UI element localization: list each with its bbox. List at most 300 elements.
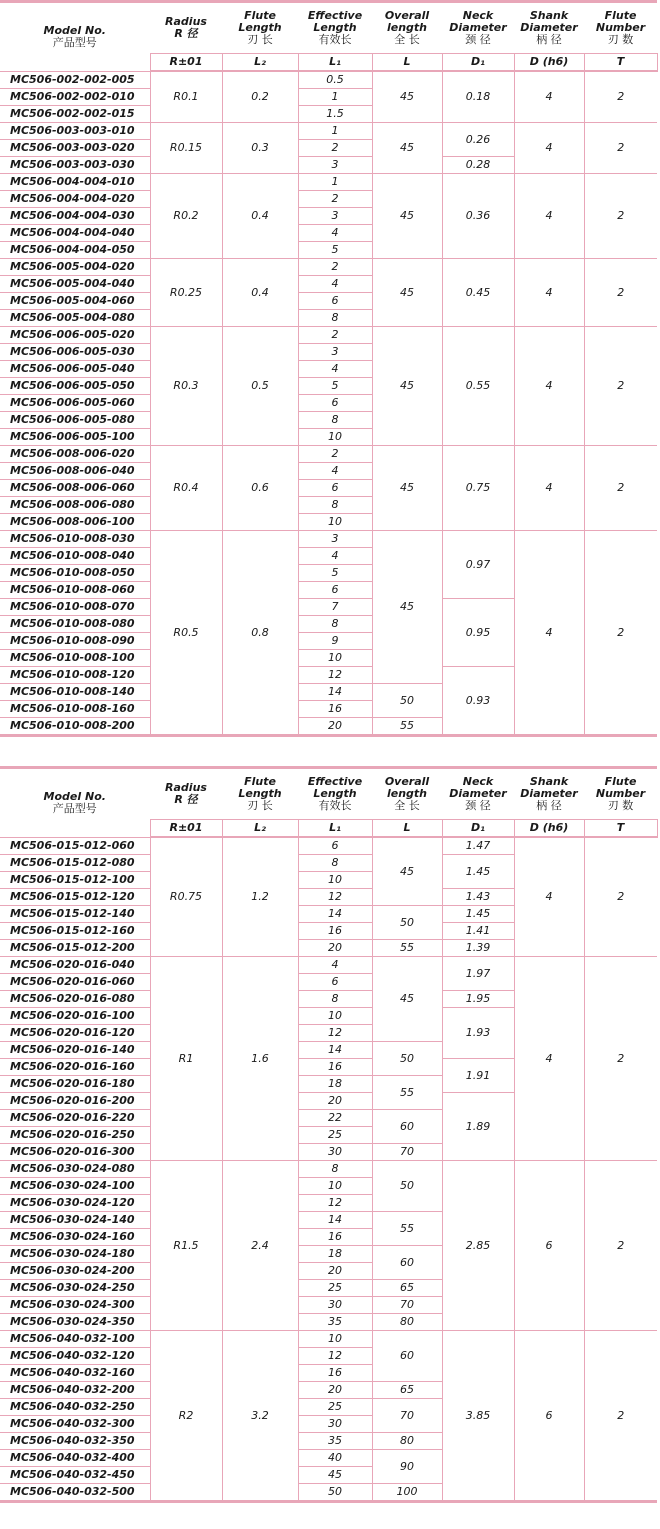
neck-diameter-cell: 3.85 <box>442 1331 514 1502</box>
model-number: MC506-030-024-100 <box>0 1178 150 1195</box>
effective-length-cell: 0.5 <box>298 71 372 89</box>
flute-number-cell: 2 <box>584 259 657 327</box>
flute-length-cell: 2.4 <box>222 1161 298 1331</box>
effective-length-cell: 10 <box>298 1178 372 1195</box>
effective-length-cell: 3 <box>298 344 372 361</box>
header-col-4-cn: 全 长 <box>394 33 420 46</box>
effective-length-cell: 6 <box>298 395 372 412</box>
header-symbol: L <box>372 54 442 72</box>
effective-length-cell: 50 <box>298 1484 372 1502</box>
effective-length-cell: 16 <box>298 1229 372 1246</box>
effective-length-cell: 20 <box>298 940 372 957</box>
effective-length-cell: 2 <box>298 327 372 344</box>
model-number: MC506-003-003-030 <box>0 157 150 174</box>
overall-length-cell: 100 <box>372 1484 442 1502</box>
shank-diameter-cell: 4 <box>514 837 584 957</box>
model-number: MC506-015-012-060 <box>0 837 150 855</box>
header-col-3-l1: Effective <box>307 775 363 788</box>
overall-length-cell: 45 <box>372 531 442 684</box>
effective-length-cell: 2 <box>298 446 372 463</box>
effective-length-cell: 1.5 <box>298 106 372 123</box>
shank-diameter-cell: 6 <box>514 1161 584 1331</box>
model-number: MC506-020-016-140 <box>0 1042 150 1059</box>
model-number: MC506-005-004-020 <box>0 259 150 276</box>
header-col-4-l1b: length <box>386 21 428 34</box>
model-number: MC506-006-005-060 <box>0 395 150 412</box>
header-col-7-cn: 刃 数 <box>607 33 634 46</box>
neck-diameter-cell: 0.93 <box>442 667 514 736</box>
flute-number-cell: 2 <box>584 531 657 736</box>
spec-table-1 <box>0 0 660 737</box>
neck-diameter-cell: 0.45 <box>442 259 514 327</box>
model-number: MC506-005-004-060 <box>0 293 150 310</box>
header-col-4-l1b: length <box>386 787 428 800</box>
header-cell <box>514 2 584 54</box>
model-number: MC506-040-032-160 <box>0 1365 150 1382</box>
spec-table <box>0 0 658 737</box>
neck-diameter-cell: 0.18 <box>442 71 514 123</box>
header-model-label: Model No. <box>43 789 106 803</box>
model-number: MC506-030-024-180 <box>0 1246 150 1263</box>
model-number: MC506-015-012-100 <box>0 872 150 889</box>
header-col-5-l1: Neck <box>462 9 494 22</box>
model-number: MC506-020-016-250 <box>0 1127 150 1144</box>
overall-length-cell: 60 <box>372 1331 442 1382</box>
effective-length-cell: 20 <box>298 1382 372 1399</box>
model-number: MC506-030-024-350 <box>0 1314 150 1331</box>
model-number: MC506-030-024-080 <box>0 1161 150 1178</box>
overall-length-cell: 45 <box>372 327 442 446</box>
overall-length-cell: 50 <box>372 684 442 718</box>
model-number: MC506-040-032-450 <box>0 1467 150 1484</box>
header-cell <box>514 768 584 820</box>
model-number: MC506-006-005-100 <box>0 429 150 446</box>
model-number: MC506-010-008-030 <box>0 531 150 548</box>
header-col-6-l1b: Diameter <box>520 787 578 800</box>
neck-diameter-cell: 1.91 <box>442 1059 514 1093</box>
radius-cell: R1 <box>150 957 222 1161</box>
effective-length-cell: 10 <box>298 872 372 889</box>
header-col-6-l1: Shank <box>529 775 569 788</box>
model-number: MC506-030-024-300 <box>0 1297 150 1314</box>
effective-length-cell: 4 <box>298 463 372 480</box>
header-radius-label: Radius <box>165 15 207 28</box>
flute-number-cell: 2 <box>584 71 657 123</box>
flute-number-cell: 2 <box>584 123 657 174</box>
effective-length-cell: 4 <box>298 548 372 565</box>
model-number: MC506-002-002-010 <box>0 89 150 106</box>
effective-length-cell: 3 <box>298 157 372 174</box>
header-col-3-l1: Effective <box>307 9 363 22</box>
effective-length-cell: 18 <box>298 1246 372 1263</box>
header-col-2-cn: 刃 长 <box>247 33 273 46</box>
overall-length-cell: 50 <box>372 1042 442 1076</box>
header-model-cn: 产品型号 <box>52 35 97 49</box>
flute-number-cell: 2 <box>584 957 657 1161</box>
effective-length-cell: 8 <box>298 1161 372 1178</box>
effective-length-cell: 12 <box>298 1025 372 1042</box>
overall-length-cell: 55 <box>372 1076 442 1110</box>
effective-length-cell: 16 <box>298 1365 372 1382</box>
header-model-label: Model No. <box>43 23 106 37</box>
header-col-7-l1: Flute <box>604 775 637 788</box>
flute-length-cell: 0.5 <box>222 327 298 446</box>
shank-diameter-cell: 4 <box>514 259 584 327</box>
overall-length-cell: 70 <box>372 1144 442 1161</box>
overall-length-cell: 55 <box>372 718 442 736</box>
header-symbol: L₂ <box>222 54 298 72</box>
flute-length-cell: 0.4 <box>222 259 298 327</box>
header-cell <box>0 2 150 72</box>
flute-length-cell: 1.6 <box>222 957 298 1161</box>
flute-length-cell: 0.4 <box>222 174 298 259</box>
model-number: MC506-020-016-080 <box>0 991 150 1008</box>
header-col-5-l1b: Diameter <box>449 21 507 34</box>
effective-length-cell: 35 <box>298 1314 372 1331</box>
header-cell <box>150 2 222 54</box>
radius-cell: R0.3 <box>150 327 222 446</box>
effective-length-cell: 5 <box>298 242 372 259</box>
header-col-4-l1: Overall <box>384 775 430 788</box>
header-cell <box>442 768 514 820</box>
effective-length-cell: 2 <box>298 191 372 208</box>
model-number: MC506-004-004-050 <box>0 242 150 259</box>
header-model-cn: 产品型号 <box>52 801 97 815</box>
effective-length-cell: 10 <box>298 514 372 531</box>
neck-diameter-cell: 0.55 <box>442 327 514 446</box>
header-radius-label: Radius <box>165 781 207 794</box>
neck-diameter-cell: 1.47 <box>442 837 514 855</box>
header-col-5-cn: 颈 径 <box>465 799 491 812</box>
neck-diameter-cell: 1.89 <box>442 1093 514 1161</box>
spec-table <box>0 766 658 1503</box>
overall-length-cell: 60 <box>372 1246 442 1280</box>
overall-length-cell: 45 <box>372 123 442 174</box>
effective-length-cell: 14 <box>298 1042 372 1059</box>
header-col-3-cn: 有效长 <box>318 799 352 812</box>
effective-length-cell: 30 <box>298 1144 372 1161</box>
overall-length-cell: 70 <box>372 1297 442 1314</box>
header-cell <box>372 768 442 820</box>
header-col-2-l1b: Length <box>238 21 282 34</box>
effective-length-cell: 3 <box>298 208 372 225</box>
model-number: MC506-040-032-350 <box>0 1433 150 1450</box>
header-cell <box>442 2 514 54</box>
header-symbol: L₁ <box>298 54 372 72</box>
effective-length-cell: 16 <box>298 923 372 940</box>
header-cell <box>150 768 222 820</box>
model-number: MC506-010-008-200 <box>0 718 150 736</box>
effective-length-cell: 12 <box>298 889 372 906</box>
effective-length-cell: 10 <box>298 429 372 446</box>
table-row <box>0 1331 657 1348</box>
effective-length-cell: 4 <box>298 225 372 242</box>
neck-diameter-cell: 1.43 <box>442 889 514 906</box>
model-number: MC506-030-024-120 <box>0 1195 150 1212</box>
spec-table-2 <box>0 766 660 1503</box>
overall-length-cell: 60 <box>372 1110 442 1144</box>
table-row <box>0 259 657 276</box>
neck-diameter-cell: 2.85 <box>442 1161 514 1331</box>
table-row <box>0 327 657 344</box>
header-cell <box>372 2 442 54</box>
header-col-3-l1b: Length <box>313 21 357 34</box>
model-number: MC506-005-004-080 <box>0 310 150 327</box>
radius-cell: R0.15 <box>150 123 222 174</box>
overall-length-cell: 50 <box>372 1161 442 1212</box>
effective-length-cell: 7 <box>298 599 372 616</box>
header-symbol: R±01 <box>150 820 222 838</box>
effective-length-cell: 6 <box>298 293 372 310</box>
overall-length-cell: 80 <box>372 1433 442 1450</box>
overall-length-cell: 65 <box>372 1280 442 1297</box>
table-row <box>0 1161 657 1178</box>
header-col-2-l1b: Length <box>238 787 282 800</box>
shank-diameter-cell: 4 <box>514 123 584 174</box>
effective-length-cell: 45 <box>298 1467 372 1484</box>
model-number: MC506-040-032-100 <box>0 1331 150 1348</box>
header-radius-sub: R 径 <box>174 27 198 40</box>
effective-length-cell: 40 <box>298 1450 372 1467</box>
header-col-7-l1b: Number <box>595 787 646 800</box>
model-number: MC506-040-032-200 <box>0 1382 150 1399</box>
effective-length-cell: 18 <box>298 1076 372 1093</box>
model-number: MC506-004-004-020 <box>0 191 150 208</box>
header-col-2-cn: 刃 长 <box>247 799 273 812</box>
effective-length-cell: 14 <box>298 1212 372 1229</box>
effective-length-cell: 12 <box>298 667 372 684</box>
header-cell <box>222 768 298 820</box>
header-col-5-cn: 颈 径 <box>465 33 491 46</box>
header-symbol: R±01 <box>150 54 222 72</box>
header-cell <box>298 768 372 820</box>
overall-length-cell: 45 <box>372 71 442 123</box>
header-col-3-cn: 有效长 <box>318 33 352 46</box>
effective-length-cell: 9 <box>298 633 372 650</box>
flute-length-cell: 0.6 <box>222 446 298 531</box>
model-number: MC506-008-006-020 <box>0 446 150 463</box>
model-number: MC506-015-012-160 <box>0 923 150 940</box>
flute-length-cell: 1.2 <box>222 837 298 957</box>
effective-length-cell: 5 <box>298 378 372 395</box>
header-symbol: T <box>584 820 657 838</box>
table-row <box>0 174 657 191</box>
effective-length-cell: 6 <box>298 582 372 599</box>
header-symbol: D (h6) <box>514 820 584 838</box>
flute-number-cell: 2 <box>584 837 657 957</box>
neck-diameter-cell: 1.45 <box>442 855 514 889</box>
effective-length-cell: 1 <box>298 174 372 191</box>
model-number: MC506-020-016-120 <box>0 1025 150 1042</box>
model-number: MC506-015-012-120 <box>0 889 150 906</box>
model-number: MC506-040-032-250 <box>0 1399 150 1416</box>
header-cell <box>0 768 150 838</box>
overall-length-cell: 45 <box>372 259 442 327</box>
effective-length-cell: 10 <box>298 1331 372 1348</box>
model-number: MC506-003-003-010 <box>0 123 150 140</box>
model-number: MC506-008-006-040 <box>0 463 150 480</box>
shank-diameter-cell: 4 <box>514 446 584 531</box>
model-number: MC506-006-005-080 <box>0 412 150 429</box>
model-number: MC506-006-005-050 <box>0 378 150 395</box>
radius-cell: R0.75 <box>150 837 222 957</box>
model-number: MC506-010-008-080 <box>0 616 150 633</box>
radius-cell: R0.5 <box>150 531 222 736</box>
header-radius-sub: R 径 <box>174 793 198 806</box>
header-col-3-l1b: Length <box>313 787 357 800</box>
neck-diameter-cell: 0.75 <box>442 446 514 531</box>
header-col-4-l1: Overall <box>384 9 430 22</box>
effective-length-cell: 30 <box>298 1416 372 1433</box>
header-col-6-l1: Shank <box>529 9 569 22</box>
effective-length-cell: 2 <box>298 259 372 276</box>
model-number: MC506-020-016-300 <box>0 1144 150 1161</box>
model-number: MC506-040-032-120 <box>0 1348 150 1365</box>
effective-length-cell: 10 <box>298 1008 372 1025</box>
model-number: MC506-010-008-090 <box>0 633 150 650</box>
effective-length-cell: 4 <box>298 276 372 293</box>
model-number: MC506-010-008-040 <box>0 548 150 565</box>
flute-number-cell: 2 <box>584 1161 657 1331</box>
effective-length-cell: 4 <box>298 361 372 378</box>
effective-length-cell: 4 <box>298 957 372 974</box>
neck-diameter-cell: 0.97 <box>442 531 514 599</box>
overall-length-cell: 50 <box>372 906 442 940</box>
effective-length-cell: 8 <box>298 991 372 1008</box>
model-number: MC506-020-016-040 <box>0 957 150 974</box>
effective-length-cell: 5 <box>298 565 372 582</box>
effective-length-cell: 3 <box>298 531 372 548</box>
table-row <box>0 837 657 855</box>
effective-length-cell: 25 <box>298 1399 372 1416</box>
flute-number-cell: 2 <box>584 446 657 531</box>
overall-length-cell: 45 <box>372 446 442 531</box>
neck-diameter-cell: 1.97 <box>442 957 514 991</box>
radius-cell: R0.25 <box>150 259 222 327</box>
header-symbol: D (h6) <box>514 54 584 72</box>
model-number: MC506-020-016-100 <box>0 1008 150 1025</box>
shank-diameter-cell: 6 <box>514 1331 584 1502</box>
effective-length-cell: 8 <box>298 497 372 514</box>
table-row <box>0 531 657 548</box>
shank-diameter-cell: 4 <box>514 327 584 446</box>
overall-length-cell: 45 <box>372 837 442 906</box>
flute-length-cell: 0.3 <box>222 123 298 174</box>
shank-diameter-cell: 4 <box>514 957 584 1161</box>
header-symbol: L₂ <box>222 820 298 838</box>
model-number: MC506-020-016-160 <box>0 1059 150 1076</box>
model-number: MC506-006-005-040 <box>0 361 150 378</box>
shank-diameter-cell: 4 <box>514 174 584 259</box>
shank-diameter-cell: 4 <box>514 531 584 736</box>
table-row <box>0 957 657 974</box>
neck-diameter-cell: 0.28 <box>442 157 514 174</box>
radius-cell: R1.5 <box>150 1161 222 1331</box>
model-number: MC506-030-024-160 <box>0 1229 150 1246</box>
model-number: MC506-008-006-060 <box>0 480 150 497</box>
model-number: MC506-004-004-010 <box>0 174 150 191</box>
table-row <box>0 123 657 140</box>
effective-length-cell: 1 <box>298 89 372 106</box>
header-symbol: D₁ <box>442 54 514 72</box>
header-symbol: D₁ <box>442 820 514 838</box>
header-col-2-l1: Flute <box>244 775 276 788</box>
effective-length-cell: 16 <box>298 1059 372 1076</box>
effective-length-cell: 14 <box>298 684 372 701</box>
effective-length-cell: 1 <box>298 123 372 140</box>
effective-length-cell: 8 <box>298 855 372 872</box>
neck-diameter-cell: 1.39 <box>442 940 514 957</box>
overall-length-cell: 55 <box>372 1212 442 1246</box>
model-number: MC506-015-012-080 <box>0 855 150 872</box>
model-number: MC506-020-016-060 <box>0 974 150 991</box>
model-number: MC506-008-006-080 <box>0 497 150 514</box>
effective-length-cell: 6 <box>298 974 372 991</box>
model-number: MC506-030-024-250 <box>0 1280 150 1297</box>
effective-length-cell: 12 <box>298 1195 372 1212</box>
flute-number-cell: 2 <box>584 174 657 259</box>
table-row <box>0 71 657 89</box>
effective-length-cell: 2 <box>298 140 372 157</box>
radius-cell: R0.2 <box>150 174 222 259</box>
model-number: MC506-015-012-140 <box>0 906 150 923</box>
model-number: MC506-020-016-200 <box>0 1093 150 1110</box>
flute-length-cell: 3.2 <box>222 1331 298 1502</box>
model-number: MC506-030-024-200 <box>0 1263 150 1280</box>
model-number: MC506-006-005-030 <box>0 344 150 361</box>
overall-length-cell: 90 <box>372 1450 442 1484</box>
effective-length-cell: 14 <box>298 906 372 923</box>
effective-length-cell: 30 <box>298 1297 372 1314</box>
header-col-4-cn: 全 长 <box>394 799 420 812</box>
model-number: MC506-010-008-120 <box>0 667 150 684</box>
model-number: MC506-006-005-020 <box>0 327 150 344</box>
overall-length-cell: 80 <box>372 1314 442 1331</box>
overall-length-cell: 45 <box>372 957 442 1042</box>
header-cell <box>584 2 657 54</box>
effective-length-cell: 6 <box>298 480 372 497</box>
neck-diameter-cell: 0.95 <box>442 599 514 667</box>
effective-length-cell: 16 <box>298 701 372 718</box>
header-col-6-cn: 柄 径 <box>536 799 562 812</box>
overall-length-cell: 55 <box>372 940 442 957</box>
effective-length-cell: 25 <box>298 1127 372 1144</box>
radius-cell: R2 <box>150 1331 222 1502</box>
header-col-7-l1: Flute <box>604 9 637 22</box>
model-number: MC506-008-006-100 <box>0 514 150 531</box>
header-col-5-l1: Neck <box>462 775 494 788</box>
header-symbol: L <box>372 820 442 838</box>
effective-length-cell: 12 <box>298 1348 372 1365</box>
radius-cell: R0.1 <box>150 71 222 123</box>
effective-length-cell: 22 <box>298 1110 372 1127</box>
header-cell <box>298 2 372 54</box>
neck-diameter-cell: 1.45 <box>442 906 514 923</box>
flute-length-cell: 0.8 <box>222 531 298 736</box>
model-number: MC506-003-003-020 <box>0 140 150 157</box>
header-col-2-l1: Flute <box>244 9 276 22</box>
overall-length-cell: 45 <box>372 174 442 259</box>
effective-length-cell: 8 <box>298 310 372 327</box>
model-number: MC506-020-016-180 <box>0 1076 150 1093</box>
header-col-6-l1b: Diameter <box>520 21 578 34</box>
model-number: MC506-010-008-100 <box>0 650 150 667</box>
overall-length-cell: 65 <box>372 1382 442 1399</box>
model-number: MC506-005-004-040 <box>0 276 150 293</box>
effective-length-cell: 25 <box>298 1280 372 1297</box>
effective-length-cell: 8 <box>298 616 372 633</box>
neck-diameter-cell: 0.36 <box>442 174 514 259</box>
